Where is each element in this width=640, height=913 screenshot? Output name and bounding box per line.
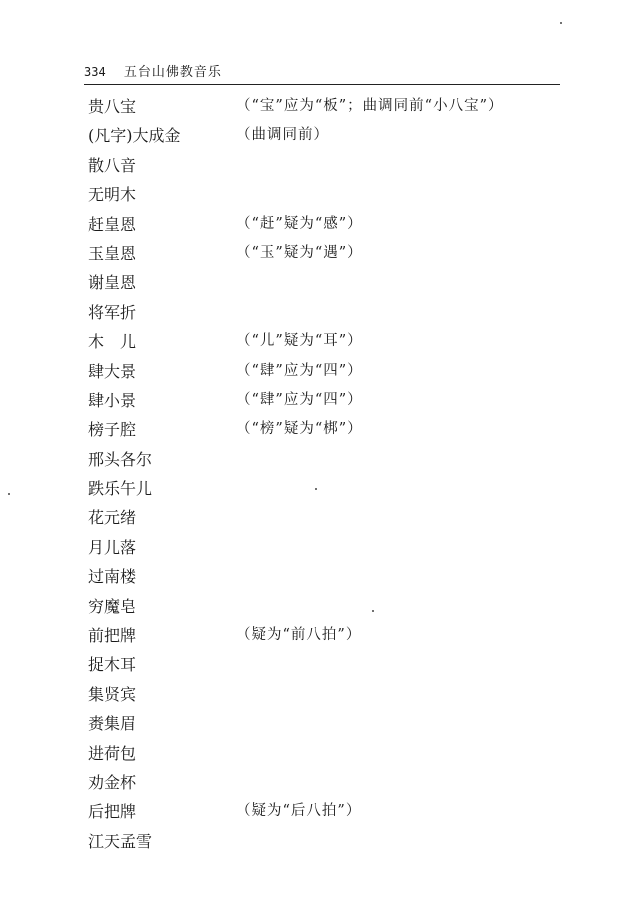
entry-name: 将军折: [88, 302, 137, 322]
entry-name: 集贤宾: [88, 684, 137, 704]
entry-name: 榜子腔: [88, 420, 137, 440]
entry-name: 贵八宝: [88, 97, 137, 116]
scan-speck: [560, 22, 562, 24]
entry-name: 木 儿: [88, 332, 137, 352]
list-item: [88, 680, 588, 709]
scan-speck: [8, 493, 10, 495]
entry-note: （曲调同前）: [236, 127, 329, 144]
entry-name: 肆小景: [88, 390, 137, 410]
entry-name: 过南楼: [88, 567, 137, 587]
list-item: [88, 768, 588, 797]
entry-name: 散八音: [88, 155, 137, 175]
list-item: [88, 474, 588, 503]
book-title: 五台山佛教音乐: [123, 65, 222, 80]
entry-note: （“榜”疑为“梆”）: [236, 421, 363, 438]
entry-name: 月儿落: [88, 537, 137, 557]
page-number: 334: [84, 65, 106, 79]
entry-name: 花元绪: [88, 508, 137, 528]
list-item: [88, 533, 588, 562]
list-item: [88, 386, 588, 415]
entry-note: （“肆”应为“四”）: [236, 362, 363, 379]
list-item: [88, 445, 588, 474]
list-item: [88, 503, 588, 532]
entry-name: 谢皇恩: [88, 273, 137, 293]
entry-note: （疑为“后八拍”）: [236, 803, 362, 820]
entry-name: 肆大景: [88, 361, 137, 381]
entry-name: 玉皇恩: [88, 243, 137, 263]
list-item: [88, 121, 588, 150]
entry-name: 劝金杯: [88, 772, 137, 792]
entry-note: （“宝”应为“板”；曲调同前“小八宝”）: [236, 98, 504, 114]
list-item: [88, 92, 588, 121]
list-item: [88, 180, 588, 209]
scan-speck: [372, 610, 374, 612]
entry-name: 穷魔皂: [88, 596, 137, 616]
entry-name: (凡字)大成金: [88, 126, 181, 146]
list-item: [88, 739, 588, 768]
entry-name: 捉木耳: [88, 655, 137, 675]
entry-name: 进荷包: [88, 743, 137, 763]
list-item: [88, 592, 588, 621]
list-item: [88, 621, 588, 650]
list-item: [88, 827, 588, 856]
entry-name: 江天孟雪: [88, 831, 153, 851]
entry-note: （“赶”疑为“感”）: [236, 215, 363, 232]
list-item: [88, 151, 588, 180]
entry-name: 赉集眉: [88, 714, 137, 734]
entry-list: [88, 92, 588, 856]
list-item: [88, 650, 588, 679]
list-item: [88, 298, 588, 327]
list-item: [88, 239, 588, 268]
entry-name: 后把牌: [88, 802, 137, 822]
list-item: [88, 327, 588, 356]
entry-note: （“儿”疑为“耳”）: [236, 333, 363, 350]
entry-name: 跌乐午儿: [88, 479, 153, 499]
list-item: [88, 709, 588, 738]
entry-name: 前把牌: [88, 626, 137, 646]
entry-note: （疑为“前八拍”）: [236, 627, 362, 644]
scan-speck: [315, 488, 317, 490]
list-item: [88, 797, 588, 826]
entry-name: 无明木: [88, 185, 137, 205]
list-item: [88, 210, 588, 239]
list-item: [88, 415, 588, 444]
entry-name: 邢头各尔: [88, 449, 153, 469]
page-header: [84, 62, 560, 85]
list-item: [88, 357, 588, 386]
entry-note: （“玉”疑为“遇”）: [236, 244, 363, 261]
entry-name: 赶皇恩: [88, 214, 137, 234]
list-item: [88, 268, 588, 297]
entry-note: （“肆”应为“四”）: [236, 391, 363, 408]
list-item: [88, 562, 588, 591]
